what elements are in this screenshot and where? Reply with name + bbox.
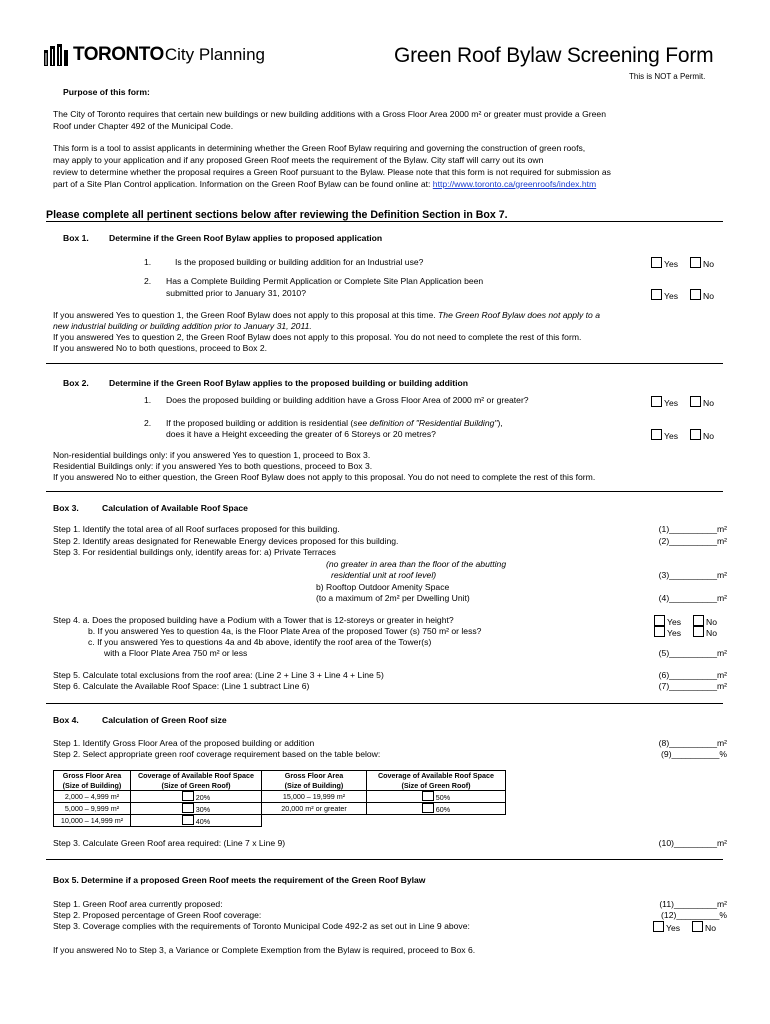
coverage-cell (131, 815, 262, 827)
box4-step1: Step 1. Identify Gross Floor Area of the proposed building or addition (53, 738, 315, 748)
line-4-field[interactable]: (4)__________m² (658, 593, 727, 603)
coverage-table (53, 770, 506, 827)
purpose-text: The City of Toronto requires that certain new buildings or new building additions with a Gross Floor Area 2000 m² or greater must provide a Green (53, 109, 606, 119)
box1-note: If you answered Yes to question 2, the Green Roof Bylaw does not apply to this proposal. You do not need to complete the rest of this form. (53, 332, 582, 342)
box3-step4c: c. If you answered Yes to questions 4a and 4b above, identify the roof area of the Tower(s) (88, 637, 432, 647)
divider (46, 363, 723, 364)
line-8-field[interactable]: (8)__________m² (658, 738, 727, 748)
no-checkbox[interactable] (693, 615, 704, 626)
line-11-field[interactable]: (11)_________m² (659, 899, 727, 909)
box3-step1: Step 1. Identify the total area of all Roof surfaces proposed for this building. (53, 524, 340, 534)
line-2-field[interactable]: (2)__________m² (658, 536, 727, 546)
box3-step3: Step 3. For residential buildings only, identify areas for: a) Private Terraces (53, 547, 336, 557)
box3-step2: Step 2. Identify areas designated for Renewable Energy devices proposed for this building. (53, 536, 399, 546)
box2-label: Box 2. (63, 378, 89, 388)
gfa-header-text: Gross Floor Area (62, 771, 122, 780)
box5-step3-answer (653, 921, 716, 933)
coverage-header-text: Coverage of Available Roof Space (377, 771, 495, 780)
yes-label: Yes (664, 291, 679, 301)
no-label: No (703, 431, 715, 441)
table-row (54, 791, 506, 803)
no-label: No (703, 259, 715, 269)
box5-title: Box 5. Determine if a proposed Green Roof meets the requirement of the Green Roof Bylaw (53, 875, 426, 885)
purpose-text (53, 179, 596, 190)
box1-note: If you answered No to both questions, proceed to Box 2. (53, 343, 268, 353)
coverage-header (131, 771, 262, 791)
divider (46, 221, 723, 222)
box3-step4b-answer (654, 626, 717, 638)
yes-label: Yes (666, 923, 681, 933)
yes-label: Yes (664, 431, 679, 441)
coverage-checkbox[interactable] (182, 803, 194, 813)
box4-step2: Step 2. Select appropriate green roof coverage requirement based on the table below: (53, 749, 381, 759)
gfa-cell: 20,000 m² or greater (262, 803, 367, 815)
box3-step5: Step 5. Calculate total exclusions from the roof area: (Line 2 + Line 3 + Line 4 + Line 5) (53, 670, 384, 680)
purpose-text: This form is a tool to assist applicants in determining whether the Green Roof Bylaw requiring and governing the construction of green roofs, (53, 143, 586, 153)
box2-q2 (166, 418, 503, 429)
box5-step2: Step 2. Proposed percentage of Green Roof coverage: (53, 910, 262, 920)
coverage-header-text: (Size of Green Roof) (161, 780, 231, 790)
box1-q1-answer (651, 257, 714, 269)
box3-step4c: with a Floor Plate Area 750 m² or less (104, 648, 248, 658)
brand-name: TORONTO (73, 44, 164, 65)
box2-q2-text: ), (497, 418, 503, 428)
box1-note: new industrial building or building addition prior to January 31, 2011. (53, 321, 312, 331)
yes-label: Yes (664, 259, 679, 269)
box1-q2-answer (651, 289, 714, 301)
box3-step3-note: (no greater in area than the floor of the abutting (326, 559, 507, 569)
box1-q2-number: 2. (144, 276, 152, 286)
empty-cell (262, 815, 367, 827)
coverage-checkbox[interactable] (422, 803, 434, 813)
yes-checkbox[interactable] (653, 921, 664, 932)
yes-checkbox[interactable] (654, 626, 665, 637)
box1-note-italic: The Green Roof Bylaw does not apply to a (438, 310, 600, 320)
coverage-header-text: Coverage of Available Roof Space (137, 771, 255, 780)
coverage-cell (367, 803, 506, 815)
gfa-cell: 10,000 – 14,999 m² (54, 815, 131, 827)
purpose-text: review to determine whether the proposal requires a Green Roof pursuant to the Bylaw. Please note that this form is not required for submission as (53, 167, 611, 177)
coverage-value: 60% (435, 805, 451, 814)
box3-step3c: (to a maximum of 2m² per Dwelling Unit) (316, 593, 470, 603)
line-12-field[interactable]: (12)_________% (661, 910, 727, 920)
box3-step4a: Step 4. a. Does the proposed building have a Podium with a Tower that is 12-storeys or greater in height? (53, 615, 454, 625)
coverage-checkbox[interactable] (182, 815, 194, 825)
purpose-heading: Purpose of this form: (63, 87, 150, 97)
gfa-header-text: Gross Floor Area (284, 771, 344, 780)
no-label: No (706, 617, 718, 627)
line-7-field[interactable]: (7)__________m² (658, 681, 727, 691)
no-checkbox[interactable] (690, 257, 701, 268)
city-hall-icon (44, 44, 70, 66)
instruction-heading: Please complete all pertinent sections below after reviewing the Definition Section in Box 7. (46, 209, 508, 221)
coverage-value: 40% (195, 817, 211, 826)
gfa-cell: 15,000 – 19,999 m² (262, 791, 367, 803)
box2-q1-number: 1. (144, 395, 152, 405)
line-10-field[interactable]: (10)_________m² (658, 838, 727, 848)
gfa-header-text: (Size of Building) (62, 780, 122, 790)
box2-q2: does it have a Height exceeding the greater of 6 Storeys or 20 metres? (166, 429, 436, 439)
form-title: Green Roof Bylaw Screening Form (394, 44, 714, 67)
box5-step3: Step 3. Coverage complies with the requirements of Toronto Municipal Code 492-2 as set out in Line 9 above: (53, 921, 470, 931)
box2-q2-definition: see definition of "Residential Building" (353, 418, 498, 428)
box2-q2-text: If the proposed building or addition is residential ( (166, 418, 354, 428)
no-label: No (703, 291, 715, 301)
yes-checkbox[interactable] (651, 257, 662, 268)
box2-note: Residential Buildings only: if you answered Yes to both questions, proceed to Box 3. (53, 461, 373, 471)
coverage-cell (131, 803, 262, 815)
box5-note: If you answered No to Step 3, a Variance or Complete Exemption from the Bylaw is required, proceed to Box 6. (53, 945, 476, 955)
greenroof-link[interactable]: http://www.toronto.ca/greenroofs/index.htm (432, 179, 597, 189)
yes-label: Yes (667, 628, 682, 638)
box1-note (53, 310, 600, 321)
coverage-cell (131, 791, 262, 803)
box2-title: Determine if the Green Roof Bylaw applies to the proposed building or building addition (109, 378, 469, 388)
gfa-header (54, 771, 131, 791)
table-row (54, 803, 506, 815)
no-checkbox[interactable] (693, 626, 704, 637)
box1-label: Box 1. (63, 233, 89, 243)
no-checkbox[interactable] (690, 289, 701, 300)
box2-q1-answer (651, 396, 714, 408)
coverage-checkbox[interactable] (182, 791, 194, 801)
box4-label: Box 4. (53, 715, 79, 725)
box1-q2: Has a Complete Building Permit Application or Complete Site Plan Application been (166, 276, 484, 286)
division-name: City Planning (164, 45, 265, 64)
line-9-field[interactable]: (9)__________% (661, 749, 727, 759)
yes-checkbox[interactable] (651, 396, 662, 407)
box3-step3-note: residential unit at roof level) (331, 570, 437, 580)
yes-label: Yes (667, 617, 682, 627)
divider (46, 703, 723, 704)
empty-cell (367, 815, 506, 827)
coverage-value: 50% (435, 793, 451, 802)
no-label: No (706, 628, 718, 638)
line-1-field[interactable]: (1)__________m² (658, 524, 727, 534)
table-row (54, 815, 506, 827)
yes-checkbox[interactable] (654, 615, 665, 626)
not-permit-note: This is NOT a Permit. (629, 72, 706, 81)
box4-step3: Step 3. Calculate Green Roof area required: (Line 7 x Line 9) (53, 838, 286, 848)
box1-q1-number: 1. (144, 257, 152, 267)
box3-step3b: b) Rooftop Outdoor Amenity Space (316, 582, 450, 592)
purpose-text-segment: part of a Site Plan Control application. Information on the Green Roof Bylaw can be found online at: (53, 179, 433, 189)
no-checkbox[interactable] (690, 396, 701, 407)
coverage-header (367, 771, 506, 791)
box3-step6: Step 6. Calculate the Available Roof Space: (Line 1 subtract Line 6) (53, 681, 310, 691)
no-label: No (703, 398, 715, 408)
box1-title: Determine if the Green Roof Bylaw applies to proposed application (109, 233, 383, 243)
purpose-text: Roof under Chapter 492 of the Municipal Code. (53, 121, 234, 131)
box4-title: Calculation of Green Roof size (102, 715, 227, 725)
no-label: No (705, 923, 717, 933)
box1-q1: Is the proposed building or building addition for an Industrial use? (175, 257, 424, 267)
box1-note-text: If you answered Yes to question 1, the Green Roof Bylaw does not apply to this proposal at this time. (53, 310, 439, 320)
box2-q2-answer (651, 429, 714, 441)
purpose-text: may apply to your application and if any proposed Green Roof meets the requirement of the Bylaw. City staff will carry out its own (53, 155, 544, 165)
coverage-value: 20% (195, 793, 211, 802)
no-checkbox[interactable] (690, 429, 701, 440)
line-5-field[interactable]: (5)__________m² (658, 648, 727, 658)
coverage-header-text: (Size of Green Roof) (401, 780, 471, 790)
box2-q1: Does the proposed building or building addition have a Gross Floor Area of 2000 m² or greater? (166, 395, 529, 405)
box2-note: If you answered No to either question, the Green Roof Bylaw does not apply to this proposal. You do not need to complete the rest of this form. (53, 472, 596, 482)
box5-step1: Step 1. Green Roof area currently proposed: (53, 899, 223, 909)
box2-note: Non-residential buildings only: if you answered Yes to question 1, proceed to Box 3. (53, 450, 371, 460)
toronto-logo (44, 44, 265, 66)
no-checkbox[interactable] (692, 921, 703, 932)
box3-label: Box 3. (53, 503, 79, 513)
box1-q2: submitted prior to January 31, 2010? (166, 288, 306, 298)
coverage-checkbox[interactable] (422, 791, 434, 801)
divider (46, 491, 723, 492)
box2-q2-number: 2. (144, 418, 152, 428)
coverage-value: 30% (195, 805, 211, 814)
line-6-field[interactable]: (6)__________m² (658, 670, 727, 680)
gfa-header-text: (Size of Building) (284, 780, 344, 790)
line-3-field[interactable]: (3)__________m² (658, 570, 727, 580)
yes-checkbox[interactable] (651, 429, 662, 440)
gfa-header (262, 771, 367, 791)
gfa-cell: 2,000 – 4,999 m² (54, 791, 131, 803)
box3-step4b: b. If you answered Yes to question 4a, is the Floor Plate Area of the proposed Tower (s) 750 m² or less? (88, 626, 482, 636)
yes-checkbox[interactable] (651, 289, 662, 300)
gfa-cell: 5,000 – 9,999 m² (54, 803, 131, 815)
yes-label: Yes (664, 398, 679, 408)
coverage-cell (367, 791, 506, 803)
box3-title: Calculation of Available Roof Space (102, 503, 248, 513)
divider (46, 859, 723, 860)
table-header-row (54, 771, 506, 791)
